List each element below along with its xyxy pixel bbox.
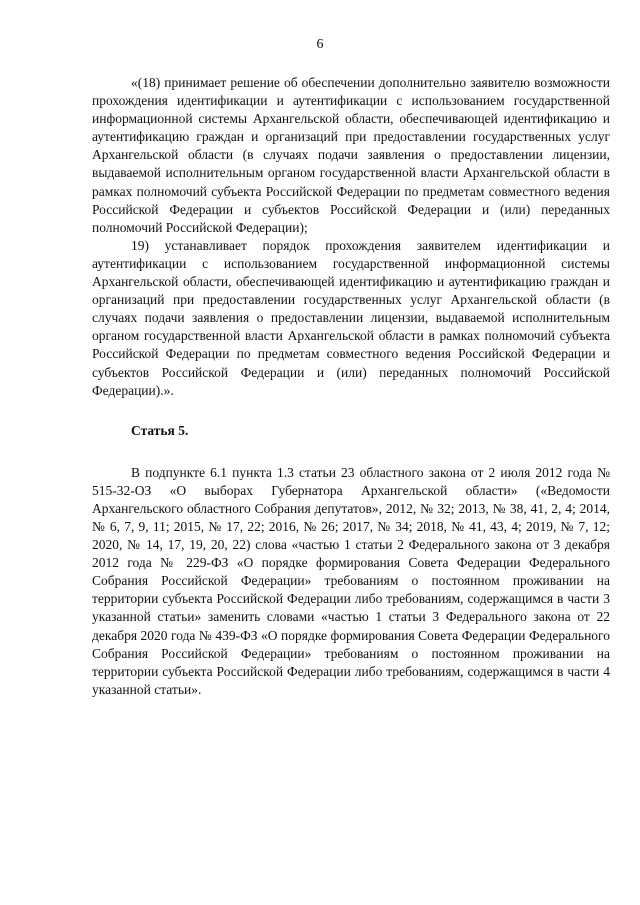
article-text: В подпункте 6.1 пункта 1.3 статьи 23 областного закона от 2 июля 2012 года № 515-32-ОЗ «О выборах Губернатора Архангельской области» («Ведомости Архангельского областного Собрания депутатов», 2012, № 32; 2013, № 38, 41, 2, 4; 2014, № 6, 7, 9, 11; 2015, № 17, 22; 2016, № 26; 2017, № 34; 2018, № 41, 43, 4; 2019, № 7, 12; 2020, № 14, 17, 19, 20, 22) слова «частью 1 статьи 2 Федерального закона от 3 декабря 2012 года № 229-ФЗ «О порядке формирования Совета Федерации Федерального Собрания Российской Федерации» требованиям о постоянном проживании на территории субъекта Российской Федерации либо требованиям, содержащимся в части 3 указанной статьи» заменить словами «частью 1 статьи 3 Федерального закона от 22 декабря 2020 года № 439-ФЗ «О порядке формирования Совета Федерации Федерального Собрания Российской Федерации» требованиям о постоянном проживании на территории субъекта Российской Федерации либо требованиям, содержащимся в части 4 указанной статьи». bbox=[92, 464, 610, 697]
paragraph-item-18: «(18) принимает решение об обеспечении дополнительно заявителю возможности прохождения идентификации и аутентификации с использованием государственной информационной системы Архангельской области, обеспечивающей идентификацию и аутентификацию граждан и организаций при предоставлении государственных услуг Архангельской области (в случаях подачи заявления о предоставлении лицензии, выдаваемой исполнительным органом государственной власти Архангельской области в рамках полномочий субъекта Российской Федерации по предметам совместного ведения Российской Федерации и субъектов Российской Федерации и (или) переданных полномочий Российской Федерации); bbox=[92, 75, 610, 235]
paragraph-item-19: 19) устанавливает порядок прохождения заявителем идентификации и аутентификации с использованием государственной информационной системы Архангельской области, обеспечивающей идентификацию и аутентификацию граждан и организаций при предоставлении государственных услуг Архангельской области (в случаях подачи заявления о предоставлении лицензии, выдаваемой исполнительным органом государственной власти Архангельской области в рамках полномочий субъекта Российской Федерации по предметам совместного ведения Российской Федерации и субъектов Российской Федерации и (или) переданных полномочий Российской Федерации).». bbox=[92, 237, 610, 398]
article-heading: Статья 5. bbox=[131, 422, 189, 438]
document-body bbox=[92, 74, 610, 699]
page-number: 6 bbox=[316, 37, 324, 52]
